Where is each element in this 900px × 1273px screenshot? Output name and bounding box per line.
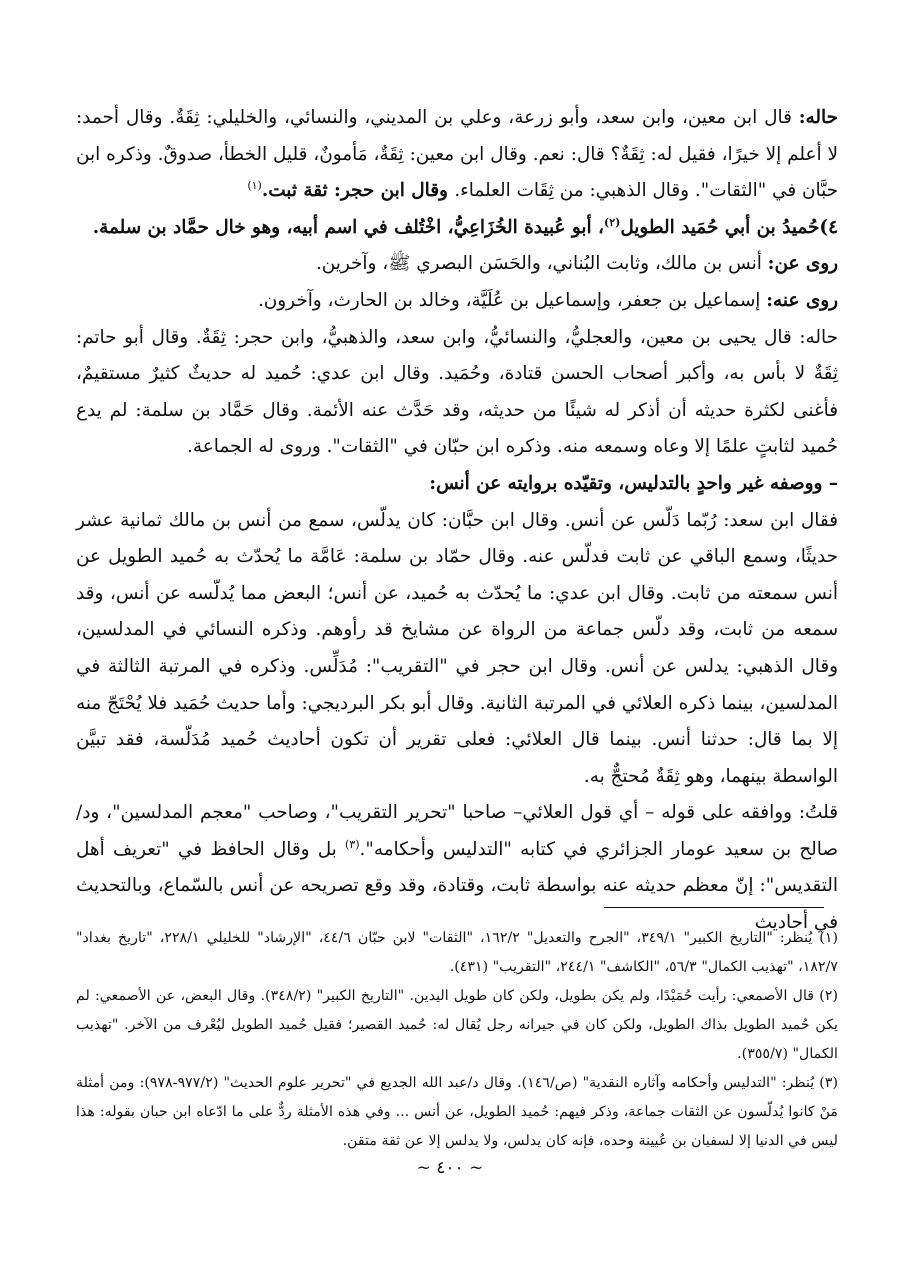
- narrator-heading: [76, 210, 838, 247]
- status-label: حاله:: [798, 107, 838, 128]
- footnote-3: (٣) يُنظر: "التدليس وأحكامه وآثاره النقدية" (ص/١٤٦). وقال د/عبد الله الجديع في "تحرير علوم الحديث" (٩٧٧/٢-٩٧٨): ومن أمثلة مَنْ كانوا يُدلّسون عن الثقات جماعة، وذكر فيهم: حُميد الطويل، عن أنس ... وفي هذه الأمثلة ردٌّ على ما ادّعاه ابن حبان بقوله: هذا ليس في الدنيا إلا لسفيان بن عُيينة وحده، فإنه كان يدلس، ولا يدلس إلا عن ثقة متقن.: [76, 1075, 838, 1149]
- footnote-ref-3[interactable]: (٣): [345, 837, 360, 851]
- narrated-from-label: روى عن:: [767, 253, 838, 275]
- author-comment-paragraph: [76, 795, 838, 941]
- main-body: [76, 100, 838, 942]
- narrated-by-text: إسماعيل بن جعفر، وإسماعيل بن عُلَيَّة، وخالد بن الحارث، وآخرون.: [257, 289, 767, 311]
- narrated-from-line: [76, 246, 838, 283]
- footnote-ref-1[interactable]: (١): [247, 179, 262, 193]
- author-comment-text-b: بل وقال الحافظ في "تعريف أهل التقديس": إنّ معظم حديثه عنه بواسطة ثابت، وقتادة، وقد وقع تصريحه عن أنس بالسّماع، وبالتحديث في أحاديث: [76, 838, 838, 934]
- author-comment-text-a: قلتُ: ووافقه على قوله – أي قول العلائي– صاحبا "تحرير التقريب"، وصاحب "معجم المدلسين"، ود/ صالح بن سعيد عومار الجزائري في كتابه "التدليس وأحكامه".: [76, 802, 838, 860]
- footnote-1: (١) يُنظر: "التاريخ الكبير" ٣٤٩/١، "الجرح والتعديل" ١٦٢/٢، "الثقات" لابن حبّان ٤٤/٦، "الإرشاد" للخليلي ٢٢٨/١، "تاريخ بغداد" ١٨٢/٧، "تهذيب الكمال" ٥٦/٣، "الكاشف" ٢٤٤/١، "التقريب" (٤٣١).: [76, 930, 838, 975]
- tadlis-paragraph: فقال ابن سعد: رُبّما دَلّس عن أنس. وقال ابن حبَّان: كان يدلّس، سمع من أنس بن مالك ثمانية عشر حديثًا، وسمع الباقي عن ثابت فدلّس عنه. وقال حمّاد بن سلمة: عَامَّة ما يُحدّث به حُميد الطويل عن أنس سمعته من ثابت. وقال ابن عدي: ما يُحدّث به حُميد، عن أنس؛ البعض مما يُدلّسه عن أنس، وقد سمعه من ثابت، وقد دلّس جماعة من الرواة عن مشايخ قد رأوهم. وذكره النسائي في المدلسين، وقال الذهبي: يدلس عن أنس. وقال ابن حجر في "التقريب": مُدَلِّس. وذكره في المرتبة الثالثة في المدلسين، بينما ذكره العلائي في المرتبة الثانية. وقال أبو بكر البرديجي: وأما حديث حُمَيد فلا يُحْتَجّ منه إلا بما قال: حدثنا أنس. بينما قال العلائي: فعلى تقرير أن تكون أحاديث حُميد مُدَلّسة، فقد تبيَّن الواسطة بينهما، وهو ثِقَةٌ مُحتجٌّ به.: [76, 509, 838, 787]
- narrated-from-text: أنس بن مالك، وثابت البُناني، والحَسَن البصري ﷺ، وآخرين.: [315, 253, 768, 275]
- footnote-ref-2[interactable]: (٢): [604, 215, 621, 229]
- footnote-2: (٢) قال الأصمعي: رأيت حُمَيْدًا، ولم يكن بطويل، ولكن كان طويل اليدين. "التاريخ الكبير" (٣٤٨/٢). وقال البعض، عن الأصمعي: لم يكن حُميد الطويل بذاك الطويل، ولكن كان في جيرانه رجل يُقال له: حُميد القصير؛ فقيل حُميد الطويل ليُعْرف من الآخر. "تهذيب الكمال" (٣٥٥/٧).: [76, 988, 838, 1062]
- ibn-hajar-verdict: وقال ابن حجر: ثقة ثبت.: [261, 180, 455, 202]
- narrated-by-label: روى عنه:: [766, 289, 838, 311]
- tadlis-subheading: – ووصفه غير واحدٍ بالتدليس، وتقيّده بروايته عن أنس:: [429, 472, 838, 494]
- status-paragraph-1: [76, 100, 838, 210]
- main-text: [76, 100, 838, 942]
- page-number: ~ ٤٠٠ ~: [416, 1158, 484, 1178]
- footnote-divider: [604, 907, 824, 908]
- narrator-heading-name: ٤)حُميدُ بن أبي حُمَيد الطويل: [620, 216, 838, 238]
- narrator-heading-rest: ، أبو عُبيدة الخُزَاعِيُّ، اخْتُلف في اسم أبيه، وهو خال حمَّاد بن سلمة.: [92, 216, 604, 238]
- status-paragraph-2: حاله: قال يحيى بن معين، والعجليُّ، والنسائيُّ، وابن سعد، والذهبيُّ، وابن حجر: ثِقَةٌ. وقال أبو حاتم: ثِقَةٌ لا بأس به، وأكبر أصحاب الحسن قتادة، وحُمَيد. وقال ابن عدي: حُميد له حديثٌ كثيرٌ مستقيمٌ، فأغنى لكثرة حديثه أن أذكر له شيئًا من حديثه، وقد حَدَّث عنه الأئمة. وقال حَمَّاد بن سلمة: لم يدع حُميد لثابتٍ علمًا إلا وعاه وسمعه منه. وذكره ابن حبّان في "الثقات". وروى له الجماعة.: [76, 326, 838, 458]
- narrated-by-line: [76, 283, 838, 320]
- footnotes: [76, 924, 838, 1156]
- status-text: قال ابن معين، وابن سعد، وأبو زرعة، وعلي بن المديني، والنسائي، والخليلي: ثِقَةٌ. وقال أحمد: لا أعلم إلا خيرًا، فقيل له: ثِقَةٌ؟ قال: نعم. وقال ابن معين: ثِقَةٌ، مَأمونٌ، قليل الخطأ، صدوقٌ. وذكره ابن حبَّان في "الثقات". وقال الذهبي: من ثِقَات العلماء.: [76, 107, 838, 202]
